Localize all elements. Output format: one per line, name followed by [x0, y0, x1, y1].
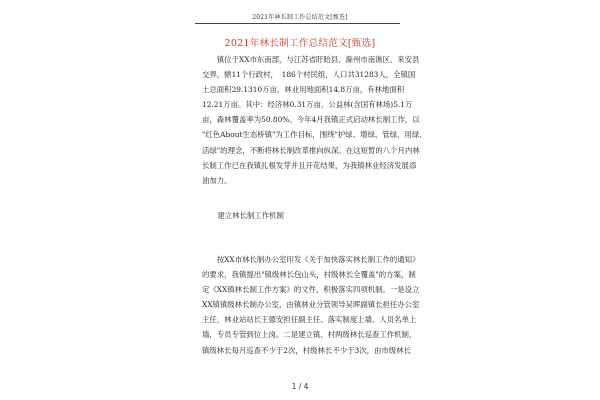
section-heading: 建立林长制工作机制: [210, 211, 284, 220]
paragraph-line: 的要求，我镇提出"镇级林长包山头，村级林长全覆盖"的方案，制: [202, 270, 416, 280]
paragraph-2: [202, 252, 420, 358]
document-title: 2021年林长制工作总结范文[甄选]: [224, 38, 376, 49]
page-indicator: 1 / 4: [291, 382, 309, 391]
paragraph-line: 主任，林业站站长王德安担任副主任、落实制度上墙、人员名单上: [202, 315, 417, 325]
paragraph-line: 墙，专员专管到位上岗。二是建立镇、村两级林长巡查工作机制，: [202, 330, 417, 340]
paragraph-line: 按XX市林长制办公室印发《关于加快落实林长制工作的通知》: [202, 255, 420, 264]
paragraph-line: 定《XX镇林长制工作方案》的文件，积极落实四项机制。一是设立: [202, 285, 420, 295]
paragraph-line: 土总面积29.1310万亩，林业用地面积14.8万亩，有林地面积: [202, 85, 405, 95]
paragraph-line: 油加力。: [202, 175, 232, 185]
paragraph-line: XX镇镇级林长制办公室，由镇林业分管领导吴晖副镇长担任办公室: [202, 300, 420, 310]
paragraph-line: "红色About生态桥镇"为工作目标，围绕"护绿、增绿、管绿、用绿、: [202, 130, 427, 140]
running-header: 2021年林长制工作总结范文[甄选]: [252, 14, 348, 21]
paragraph-line: 活绿"的理念，不断将林长制改革推向纵深。在这短暂的八个月内林: [202, 145, 420, 155]
header-rule: [195, 23, 400, 24]
paragraph-line: 12.21万亩。其中：经济林0.31万亩，公益林(含国有林场)5.1万: [202, 100, 413, 110]
paragraph-line: 亩，森林覆盖率为50.80%。今年4月我镇正式启动林长制工作，以: [202, 115, 420, 125]
paragraph-1: [202, 52, 427, 188]
paragraph-line: 长制工作已在我镇扎根发芽并且开花结果，为我镇林业经济发展添: [202, 160, 417, 170]
paragraph-line: 交界，辖11个行政村， 186个村民组，人口共31283人，全镇国: [202, 70, 416, 80]
paragraph-line: 镇位于XX市东南部，与江苏省盱眙县、滁州市南谯区、来安县: [202, 55, 420, 64]
paragraph-line: 镇级林长每月巡查不少于2次，村级林长不少于3次，由市级林长: [202, 345, 411, 355]
